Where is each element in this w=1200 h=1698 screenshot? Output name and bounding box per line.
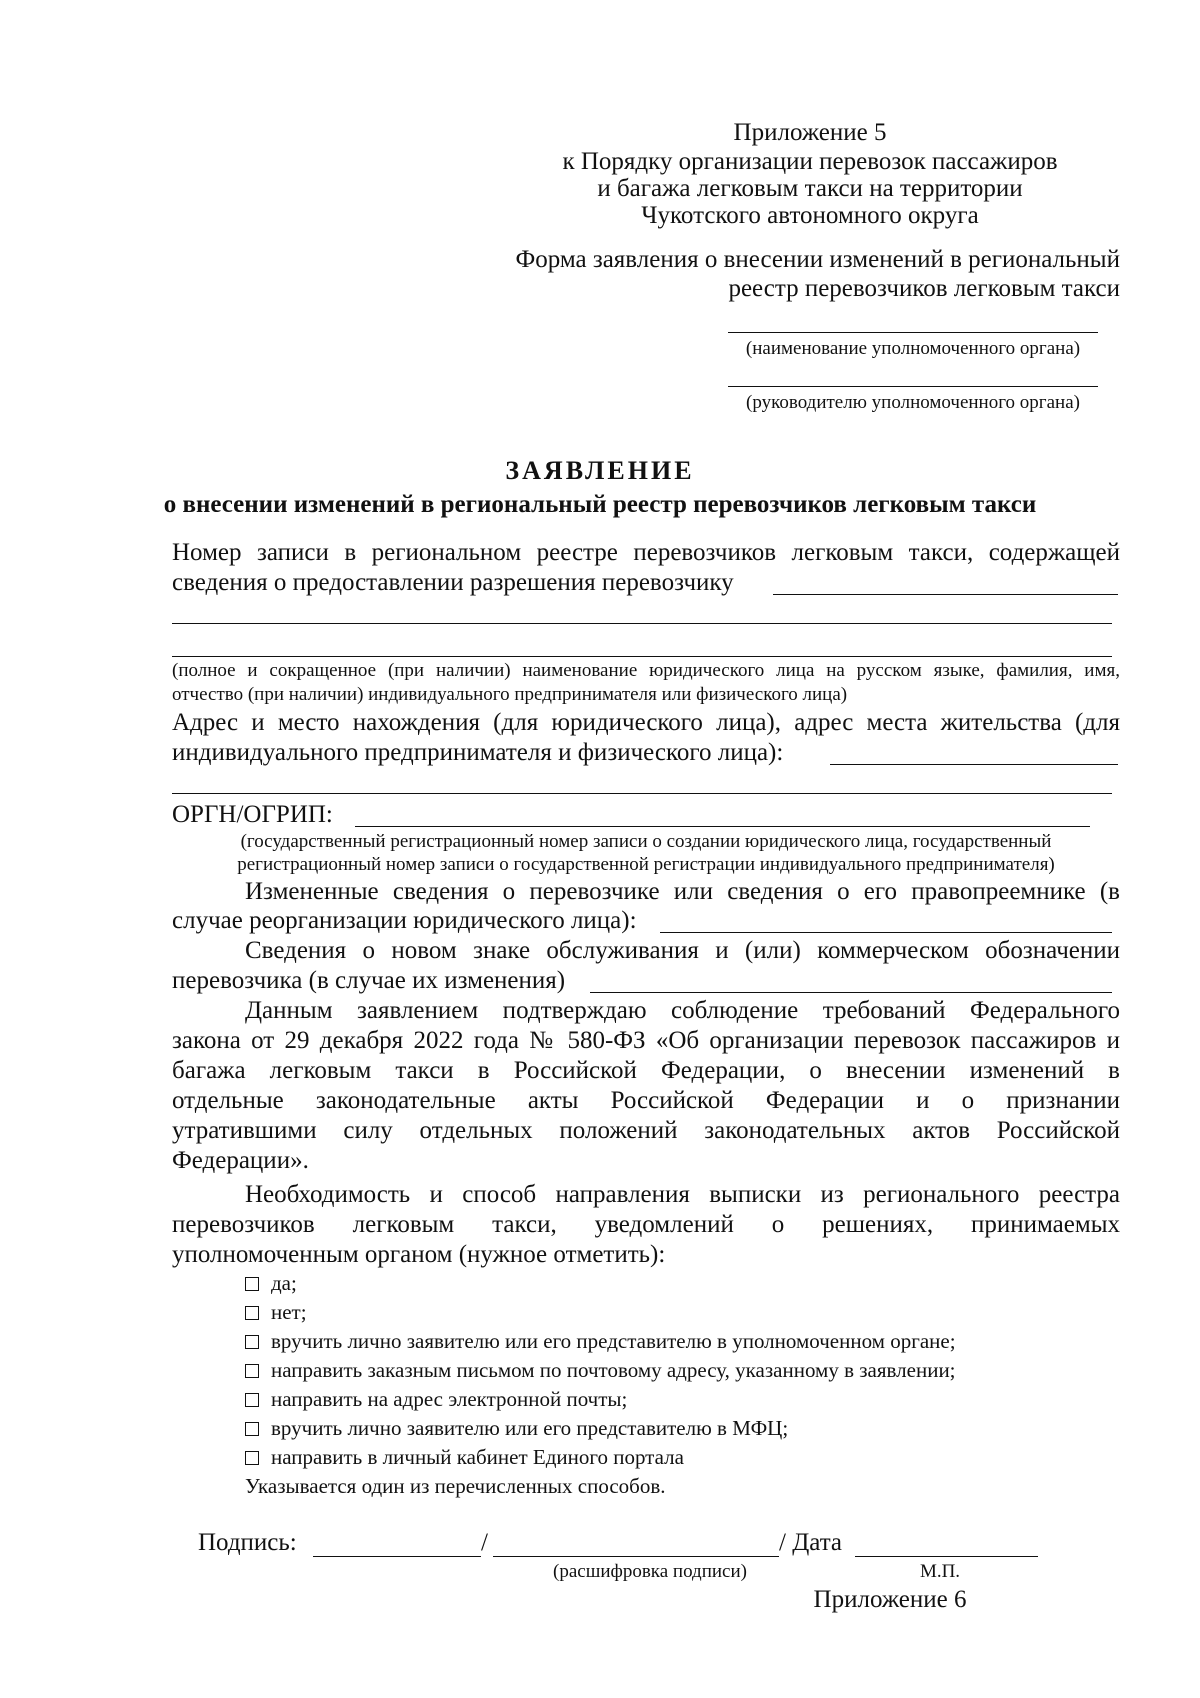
carrier-name-field-2[interactable] [172, 656, 1112, 657]
address-field-2[interactable] [172, 793, 1112, 794]
authority-head-field[interactable] [728, 386, 1098, 387]
option-label: направить на адрес электронной почты; [271, 1387, 628, 1411]
confirmation-line-1: Данным заявлением подтверждаю соблюдение требований Федерального [245, 997, 1120, 1024]
ogrn-caption-line-1: (государственный регистрационный номер записи о создании юридического лица, государственный [240, 831, 1052, 852]
service-mark-text-line-1: Сведения о новом знаке обслуживания и (или) коммерческом обозначении [245, 937, 1120, 964]
signature-separator: / [481, 1529, 488, 1556]
option-label: направить в личный кабинет Единого портала [271, 1445, 684, 1469]
confirmation-line-4: отдельные законодательные акты Российской Федерации и о признании [172, 1087, 1120, 1114]
changed-info-text-line-2: случае реорганизации юридического лица): [172, 907, 637, 934]
checkbox-icon[interactable] [245, 1451, 259, 1465]
delivery-method-line-2: перевозчиков легковым такси, уведомлений о решениях, принимаемых [172, 1211, 1120, 1238]
checkbox-icon[interactable] [245, 1364, 259, 1378]
signature-field[interactable] [313, 1556, 481, 1557]
document-title: ЗАЯВЛЕНИЕ [505, 456, 695, 485]
checkbox-icon[interactable] [245, 1306, 259, 1320]
option-registered-mail[interactable] [245, 1358, 956, 1383]
option-no[interactable] [245, 1300, 307, 1325]
signature-label: Подпись: [198, 1529, 297, 1556]
address-field-1[interactable] [830, 764, 1118, 765]
confirmation-line-2: закона от 29 декабря 2022 года № 580-ФЗ «Об организации перевозок пассажиров и [172, 1027, 1120, 1054]
order-reference-line-1: к Порядку организации перевозок пассажиров [562, 148, 1058, 175]
record-number-text-line-1: Номер записи в региональном реестре перевозчиков легковым такси, содержащей [172, 539, 1120, 566]
changed-info-field[interactable] [660, 932, 1112, 933]
checkbox-icon[interactable] [245, 1335, 259, 1349]
record-number-text-line-2: сведения о предоставлении разрешения перевозчику [172, 569, 734, 596]
date-field[interactable] [855, 1556, 1038, 1557]
delivery-method-line-1: Необходимость и способ направления выписки из регионального реестра [245, 1181, 1120, 1208]
carrier-name-caption-line-2: отчество (при наличии) индивидуального предпринимателя или физического лица) [172, 684, 848, 705]
service-mark-text-line-2: перевозчика (в случае их изменения) [172, 967, 566, 994]
option-unified-portal[interactable] [245, 1445, 684, 1470]
confirmation-line-3: багажа легковым такси в Российской Федерации, о внесении изменений в [172, 1057, 1120, 1084]
confirmation-line-5: утратившими силу отдельных положений законодательных актов Российской [172, 1117, 1120, 1144]
order-reference-line-3: Чукотского автономного округа [641, 202, 979, 229]
ogrn-field[interactable] [355, 826, 1090, 827]
ogrn-caption-line-2: регистрационный номер записи о государственной регистрации индивидуального предпринимателя) [237, 854, 1055, 875]
confirmation-line-6: Федерации». [172, 1147, 309, 1174]
option-label: вручить лично заявителю или его представителю в уполномоченном органе; [271, 1329, 956, 1353]
signature-decode-field[interactable] [493, 1556, 779, 1557]
form-title-line-2: реестр перевозчиков легковым такси [728, 275, 1120, 302]
date-label: / Дата [779, 1529, 843, 1556]
form-title-line-1: Форма заявления о внесении изменений в региональный [515, 246, 1120, 273]
authority-name-field[interactable] [728, 332, 1098, 333]
option-yes[interactable] [245, 1271, 297, 1296]
option-email[interactable] [245, 1387, 627, 1412]
authority-name-caption: (наименование уполномоченного органа) [745, 338, 1081, 359]
record-number-field[interactable] [773, 594, 1118, 595]
ogrn-label: ОРГН/ОГРИП: [172, 801, 333, 828]
delivery-method-line-3: уполномоченным органом (нужное отметить): [172, 1241, 666, 1268]
carrier-name-field-1[interactable] [172, 623, 1112, 624]
authority-head-caption: (руководителю уполномоченного органа) [746, 392, 1080, 413]
address-text-line-1: Адрес и место нахождения (для юридического лица), адрес места жительства (для [172, 709, 1120, 736]
next-appendix-label: Приложение 6 [813, 1586, 967, 1613]
carrier-name-caption-line-1: (полное и сокращенное (при наличии) наименование юридического лица на русском языке, фамилия, имя, [172, 660, 1120, 681]
checkbox-icon[interactable] [245, 1393, 259, 1407]
changed-info-text-line-1: Измененные сведения о перевозчике или сведения о его правопреемнике (в [245, 878, 1120, 905]
checkbox-icon[interactable] [245, 1277, 259, 1291]
option-label: вручить лично заявителю или его представителю в МФЦ; [271, 1416, 789, 1440]
order-reference-line-2: и багажа легковым такси на территории [597, 175, 1023, 202]
option-label: направить заказным письмом по почтовому адресу, указанному в заявлении; [271, 1358, 956, 1382]
option-label: нет; [271, 1300, 307, 1324]
address-text-line-2: индивидуального предпринимателя и физического лица): [172, 739, 784, 766]
option-label: да; [271, 1271, 297, 1295]
service-mark-field[interactable] [590, 992, 1112, 993]
stamp-caption: М.П. [919, 1561, 961, 1582]
one-method-note: Указывается один из перечисленных способов. [245, 1474, 666, 1498]
signature-decode-caption: (расшифровка подписи) [553, 1561, 747, 1582]
checkbox-icon[interactable] [245, 1422, 259, 1436]
appendix-number: Приложение 5 [733, 119, 887, 146]
document-subtitle: о внесении изменений в региональный реестр перевозчиков легковым такси [163, 491, 1037, 518]
option-hand-in-mfc[interactable] [245, 1416, 788, 1441]
option-hand-in-authority[interactable] [245, 1329, 956, 1354]
